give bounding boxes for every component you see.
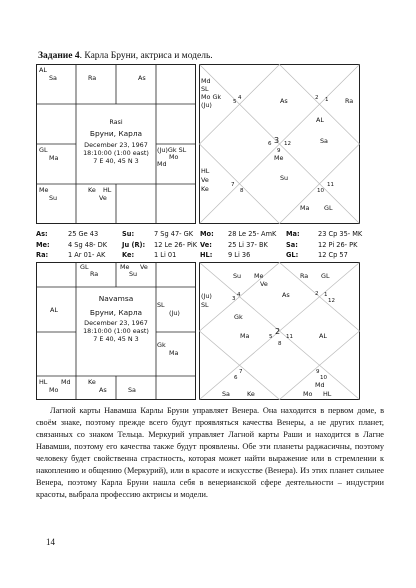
navamsa-cell-text: Sa: [128, 386, 136, 394]
position-label: Su:: [122, 230, 135, 238]
rasi-north-text: Ve: [201, 176, 209, 184]
birth-place: 7 E 40, 45 N 3: [93, 157, 139, 165]
rasi-north-text: AL: [316, 116, 324, 124]
rasi-north-text: Sa: [320, 137, 328, 145]
navamsa-south-chart: [36, 262, 196, 400]
planet-positions: [36, 229, 392, 261]
position-label: Mo:: [200, 230, 214, 238]
position-label: Ve:: [200, 240, 212, 249]
house-number: 12: [328, 298, 335, 304]
navamsa-north-text: Gk: [234, 313, 243, 321]
position-value: 12 Cp 57: [318, 251, 348, 259]
rasi-cell-text: Su: [49, 194, 58, 202]
position-label: HL:: [200, 251, 213, 259]
birth-date: December 23, 1967: [84, 141, 148, 149]
house-number: 3: [232, 296, 236, 302]
navamsa-north-text: HL: [323, 390, 332, 398]
navamsa-cell-text: Ma: [169, 349, 179, 357]
house-number: 2: [315, 95, 319, 101]
house-number: 1: [325, 97, 329, 103]
position-value: 7 Sg 47- GK: [154, 230, 194, 238]
navamsa-cell-text: Ke: [88, 378, 96, 386]
rasi-cell-text: Mo: [169, 153, 179, 161]
house-number: 6: [268, 141, 272, 147]
rasi-south-chart: [36, 64, 196, 224]
house-number: 10: [320, 375, 327, 381]
house-number: 9: [316, 369, 320, 375]
chart-name: Rasi: [109, 118, 123, 126]
navamsa-cell-text: GL: [80, 263, 89, 271]
house-number: 7: [231, 182, 235, 188]
navamsa-north-text: Md: [315, 381, 325, 389]
positions-row: [36, 240, 392, 251]
rasi-cell-text: As: [138, 74, 146, 82]
rasi-cell-text: Ve: [99, 194, 107, 202]
navamsa-cell-text: Ve: [140, 263, 148, 271]
person-name: Бруни, Карла: [89, 308, 143, 317]
page-number: 14: [46, 537, 55, 547]
house-number: 7: [239, 369, 243, 375]
navamsa-north-text: Ke: [247, 390, 255, 398]
rasi-north-text: HL: [201, 167, 210, 175]
rasi-cell-text: Ma: [49, 154, 59, 162]
navamsa-cell-text: Mo: [49, 386, 59, 394]
rasi-north-text: Ra: [345, 97, 354, 105]
position-value: 1 Li 01: [154, 251, 177, 259]
birth-time: 18:10:00 (1:00 east): [83, 149, 149, 157]
house-number: 3: [274, 136, 280, 145]
navamsa-cell-text: Md: [61, 378, 71, 386]
rasi-north-text: Ke: [201, 185, 209, 193]
navamsa-cell-text: Gk: [157, 341, 166, 349]
position-label: Ju (R):: [122, 240, 146, 249]
navamsa-cell-text: HL: [39, 378, 48, 386]
body-paragraph: Лагной карты Навамша Карлы Бруни управляет Венера. Она находится в первом доме, в своём знаке, поэтому прежде всего будут проявляться качества Венеры, а не других планет, связанных со знаком Тельца. Меркурий управляет Лагной карты Раши и находится в Лагне Навамши, поэтому его качества также будут проявлены. Обе эти планеты раджасичны, поэтому человеку будет свойственна страстность, которая может найти выражение или в стремлении к накоплению и общению (Меркурий), или в красоте и искусстве (Венера). Из этих планет сильнее Венера, поэтому Карла Бруни нашла себя в венерианской сфере деятельности – индустрии красоты, выбрала профессию актрисы и модели.: [36, 406, 384, 500]
rasi-cell-text: Me: [39, 186, 49, 194]
house-number: 2: [315, 291, 319, 297]
rasi-cell-text: Ra: [88, 74, 97, 82]
house-number: 9: [277, 148, 281, 154]
house-number: 1: [324, 292, 328, 298]
position-label: GL:: [286, 251, 299, 259]
rasi-north-text: Ma: [300, 204, 310, 212]
navamsa-north-text: Ma: [240, 332, 250, 340]
position-label: Me:: [36, 240, 50, 249]
position-value: 4 Sg 48- DK: [68, 240, 108, 249]
rasi-north-text: SL: [201, 85, 209, 93]
navamsa-cell-text: Ra: [90, 270, 99, 278]
position-value: 12 Pi 26- PK: [318, 240, 358, 249]
birth-time: 18:10:00 (1:00 east): [83, 327, 149, 335]
navamsa-cell-text: Me: [120, 263, 130, 271]
rasi-north-chart: [199, 64, 360, 224]
position-value: 1 Ar 01- AK: [68, 251, 106, 259]
navamsa-cell-text: As: [99, 386, 107, 394]
house-number: 4: [238, 95, 242, 101]
house-number: 11: [327, 182, 334, 188]
rasi-cell-text: Md: [157, 160, 167, 168]
positions-row: [36, 250, 392, 261]
house-number: 10: [317, 188, 324, 194]
house-number: 6: [234, 375, 238, 381]
position-label: As:: [36, 230, 48, 238]
house-number: 4: [237, 292, 241, 298]
navamsa-north-text: GL: [321, 272, 330, 280]
navamsa-cell-text: Su: [129, 270, 138, 278]
rasi-cell-text: Ke: [88, 186, 96, 194]
positions-row: [36, 229, 392, 240]
rasi-cell-text: GL: [39, 146, 48, 154]
rasi-center-info: [76, 118, 156, 165]
house-number: 8: [240, 188, 244, 194]
house-number: 8: [278, 341, 282, 347]
rasi-cell-text: (Ju)Gk SL: [157, 146, 187, 154]
navamsa-north-text: Me: [254, 272, 264, 280]
rasi-cell-text: HL: [103, 186, 112, 194]
navamsa-north-text: As: [282, 291, 290, 299]
navamsa-north-text: Su: [233, 272, 242, 280]
navamsa-center-info: [76, 295, 156, 343]
person-name: Бруни, Карла: [89, 129, 143, 138]
navamsa-north-text: Ra: [300, 272, 309, 280]
navamsa-north-text: SL: [201, 301, 209, 309]
rasi-north-text: Md: [201, 77, 211, 85]
position-value: 28 Le 25- AmK: [228, 230, 277, 238]
house-number: 5: [233, 99, 237, 105]
rasi-north-text: Su: [280, 174, 289, 182]
position-value: 12 Le 26- PiK: [154, 240, 198, 249]
rasi-cell-text: AL: [39, 66, 47, 74]
position-label: Ke:: [122, 251, 135, 259]
exercise-title: Задание 4. Карла Бруни, актриса и модель.: [38, 51, 213, 61]
navamsa-cell-text: SL: [157, 301, 165, 309]
chart-name: Navamsa: [98, 294, 134, 303]
house-number: 12: [284, 141, 291, 147]
house-number: 2: [275, 327, 281, 336]
house-number: 11: [286, 334, 293, 340]
navamsa-north-text: Mo: [303, 390, 313, 398]
birth-place: 7 E 40, 45 N 3: [93, 335, 139, 343]
position-label: Ma:: [286, 230, 300, 238]
birth-date: December 23, 1967: [84, 319, 148, 327]
rasi-north-text: Mo Gk: [201, 93, 222, 101]
navamsa-north-text: Ve: [260, 280, 268, 288]
navamsa-north-text: AL: [319, 332, 327, 340]
navamsa-cell-text: AL: [50, 306, 58, 314]
rasi-cell-text: Sa: [49, 74, 57, 82]
rasi-north-text: (Ju): [201, 101, 212, 109]
navamsa-north-text: (Ju): [201, 292, 212, 300]
rasi-north-text: GL: [324, 204, 333, 212]
position-value: 25 Li 37- BK: [228, 240, 268, 249]
navamsa-north-chart: [199, 262, 360, 400]
position-value: 23 Cp 35- MK: [318, 230, 363, 238]
rasi-north-text: As: [280, 97, 288, 105]
navamsa-north-text: Sa: [222, 390, 230, 398]
position-label: Sa:: [286, 240, 298, 249]
position-value: 9 Li 36: [228, 251, 251, 259]
navamsa-cell-text: (Ju): [169, 309, 180, 317]
house-number: 5: [269, 334, 273, 340]
rasi-north-grid: [199, 64, 360, 224]
position-value: 25 Ge 43: [68, 230, 99, 238]
rasi-north-text: Me: [274, 154, 284, 162]
position-label: Ra:: [36, 251, 49, 259]
